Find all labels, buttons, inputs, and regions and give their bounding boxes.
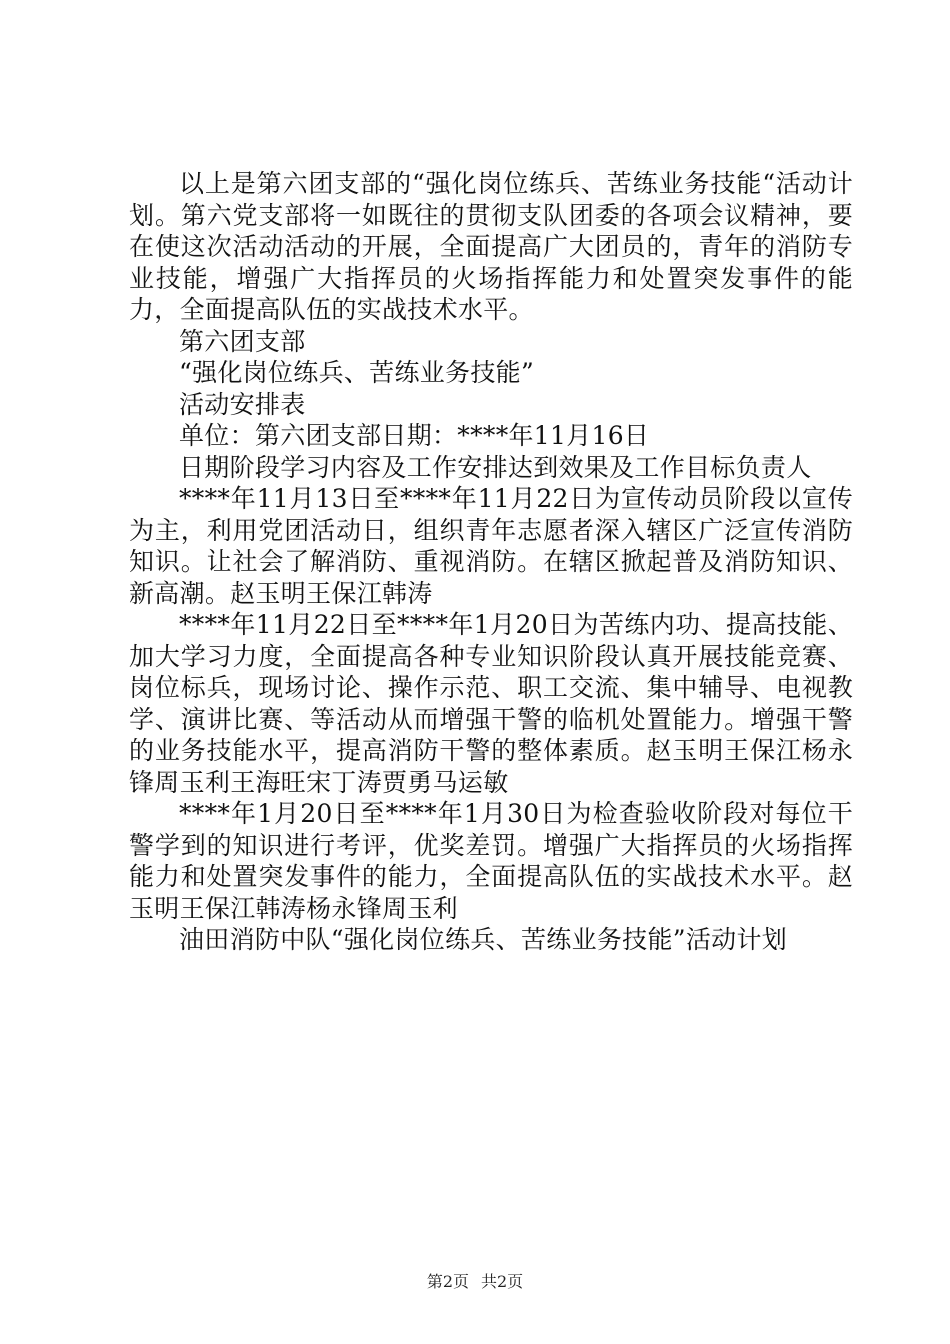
paragraph-table-header: 日期阶段学习内容及工作安排达到效果及工作目标负责人	[179, 452, 812, 482]
page-number-current: 第2页	[426, 1272, 469, 1291]
paragraph-intro: 以上是第六团支部的“强化岗位练兵、苦练业务技能“活动计划。第六党支部将一如既往的贯彻支队团委的各项会议精神，要在使这次活动活动的开展，全面提高广大团员的，青年的消防专业技能，增强广大指挥员的火场指挥能力和处置突发事件的能力，全面提高队伍的实战技术水平。	[129, 169, 853, 324]
paragraph-schedule-title: 活动安排表	[179, 389, 306, 419]
paragraph-org-name: 第六团支部	[179, 326, 306, 356]
paragraph-phase-2: ****年11月22日至****年1月20日为苦练内功、提高技能、加大学习力度，全面提高各种专业知识阶段认真开展技能竞赛、岗位标兵，现场讨论、操作示范、职工交流、集中辅导、电视教学、演讲比赛、等活动从而增强干警的临机处置能力。增强干警的业务技能水平，提高消防干警的整体素质。赵玉明王保江杨永锋周玉利王海旺宋丁涛贾勇马运敏	[129, 610, 853, 797]
paragraph-unit-date: 单位：第六团支部日期：****年11月16日	[179, 421, 650, 450]
document-body	[129, 168, 853, 956]
page-number-total: 共2页	[481, 1272, 524, 1291]
paragraph-activity-title: “强化岗位练兵、苦练业务技能”	[179, 358, 535, 387]
paragraph-closing-title: 油田消防中队“强化岗位练兵、苦练业务技能”活动计划	[179, 925, 788, 954]
paragraph-phase-3: ****年1月20日至****年1月30日为检查验收阶段对每位干警学到的知识进行考评，优奖差罚。增强广大指挥员的火场指挥能力和处置突发事件的能力，全面提高队伍的实战技术水平。赵玉明王保江韩涛杨永锋周玉利	[129, 799, 853, 923]
page-footer	[0, 1272, 950, 1292]
paragraph-phase-1: ****年11月13日至****年11月22日为宣传动员阶段以宣传为主，利用党团活动日，组织青年志愿者深入辖区广泛宣传消防知识。让社会了解消防、重视消防。在辖区掀起普及消防知识、新高潮。赵玉明王保江韩涛	[129, 484, 853, 608]
